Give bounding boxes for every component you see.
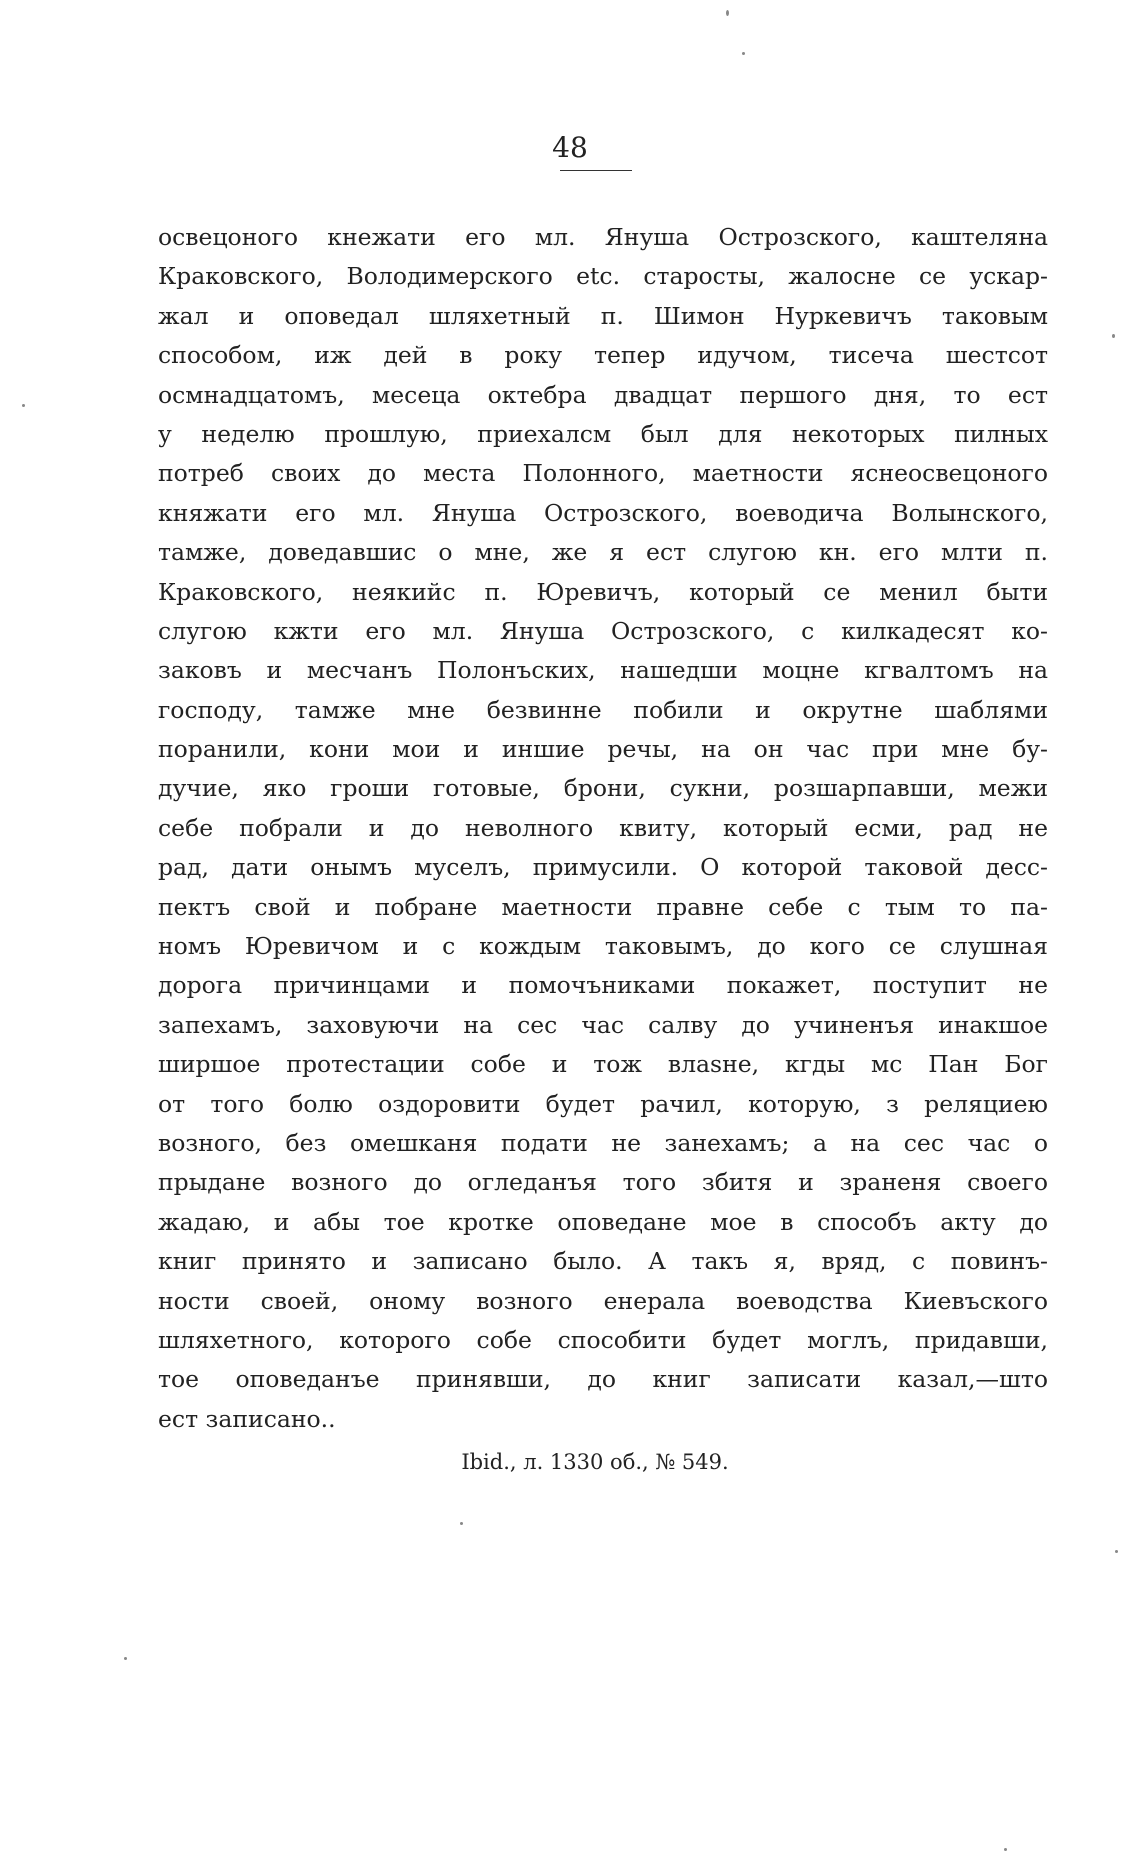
text-line: слугою кжти его мл. Януша Острозского, с килкадесят ко- bbox=[158, 616, 1048, 645]
text-line: поранили, кони мои и иншие речы, на он час при мне бу- bbox=[158, 735, 1048, 764]
page-number: 48 bbox=[552, 131, 588, 164]
text-line: господу, тамже мне безвинне побили и окрутне шаблями bbox=[158, 695, 1048, 724]
text-line: Краковского, неякийс п. Юревичъ, который се менил быти bbox=[158, 577, 1048, 606]
page-number-rule bbox=[560, 170, 632, 171]
text-line: прыдане возного до огледанъя того збитя и зраненя своего bbox=[158, 1168, 1048, 1197]
text-line: Краковского, Володимерского etc. старосты, жалосне се ускар- bbox=[158, 262, 1048, 291]
text-line: у неделю прошлую, приехалсм был для некоторых пилных bbox=[158, 419, 1048, 448]
text-line: способом, иж дей в року тепер идучом, тисеча шестсот bbox=[158, 341, 1048, 370]
text-line: рад, дати онымъ муселъ, примусили. О которой таковой десс- bbox=[158, 853, 1048, 882]
scan-speck bbox=[1115, 1550, 1118, 1553]
scan-speck bbox=[460, 1522, 463, 1525]
scan-speck bbox=[124, 1657, 127, 1660]
text-line: ест записано.. bbox=[158, 1404, 336, 1433]
text-line: осмнадцатомъ, месеца октебра двадцат першого дня, то ест bbox=[158, 380, 1048, 409]
text-line: заковъ и месчанъ Полонъских, нашедши моцне кгвалтомъ на bbox=[158, 656, 1048, 685]
text-line: тамже, доведавшис о мне, же я ест слугою кн. его млти п. bbox=[158, 538, 1048, 567]
text-line: себе побрали и до неволного квиту, который есми, рад не bbox=[158, 813, 1048, 842]
text-line: от того болю оздоровити будет рачил, которую, з реляциею bbox=[158, 1089, 1048, 1118]
scan-speck bbox=[1004, 1848, 1007, 1851]
text-line: запехамъ, заховуючи на сес час салву до учиненъя инакшое bbox=[158, 1010, 1048, 1039]
text-line: номъ Юревичом и с кождым таковымъ, до кого се слушная bbox=[158, 932, 1048, 961]
text-line: пектъ свой и побране маетности правне себе с тым то па- bbox=[158, 892, 1048, 921]
text-line: жал и оповедал шляхетный п. Шимон Нуркевичъ таковым bbox=[158, 301, 1048, 330]
scan-speck bbox=[22, 404, 25, 407]
text-line: возного, без омешканя подати не занехамъ; а на сес час о bbox=[158, 1128, 1048, 1157]
source-citation: Ibid., л. 1330 об., № 549. bbox=[461, 1450, 729, 1474]
text-line: ширшое протестации собе и тож влasне, кгды мс Пан Бог bbox=[158, 1050, 1048, 1079]
body-text bbox=[158, 218, 1048, 1439]
text-line: потреб своих до места Полонного, маетности яснеосвецоного bbox=[158, 459, 1048, 488]
text-line: дучие, яко гроши готовые, брони, сукни, розшарпавши, межи bbox=[158, 774, 1048, 803]
text-line: тое оповеданъе принявши, до книг записати казал,—што bbox=[158, 1365, 1048, 1394]
text-line: книг принято и записано было. А такъ я, вряд, с повинъ- bbox=[158, 1247, 1048, 1276]
scan-speck bbox=[726, 10, 729, 16]
scan-speck bbox=[1112, 334, 1115, 338]
text-line: ности своей, оному возного енерала воеводства Киевъского bbox=[158, 1286, 1048, 1315]
text-line: княжати его мл. Януша Острозского, воеводича Волынского, bbox=[158, 498, 1048, 527]
text-line: дорога причинцами и помочъниками покажет, поступит не bbox=[158, 971, 1048, 1000]
text-line: освецоного кнежати его мл. Януша Острозского, каштеляна bbox=[158, 223, 1048, 251]
scan-speck bbox=[742, 52, 745, 55]
text-line: шляхетного, которого собе способити будет моглъ, придавши, bbox=[158, 1325, 1048, 1354]
text-line: жадаю, и абы тое кротке оповедане мое в способъ акту до bbox=[158, 1207, 1048, 1236]
